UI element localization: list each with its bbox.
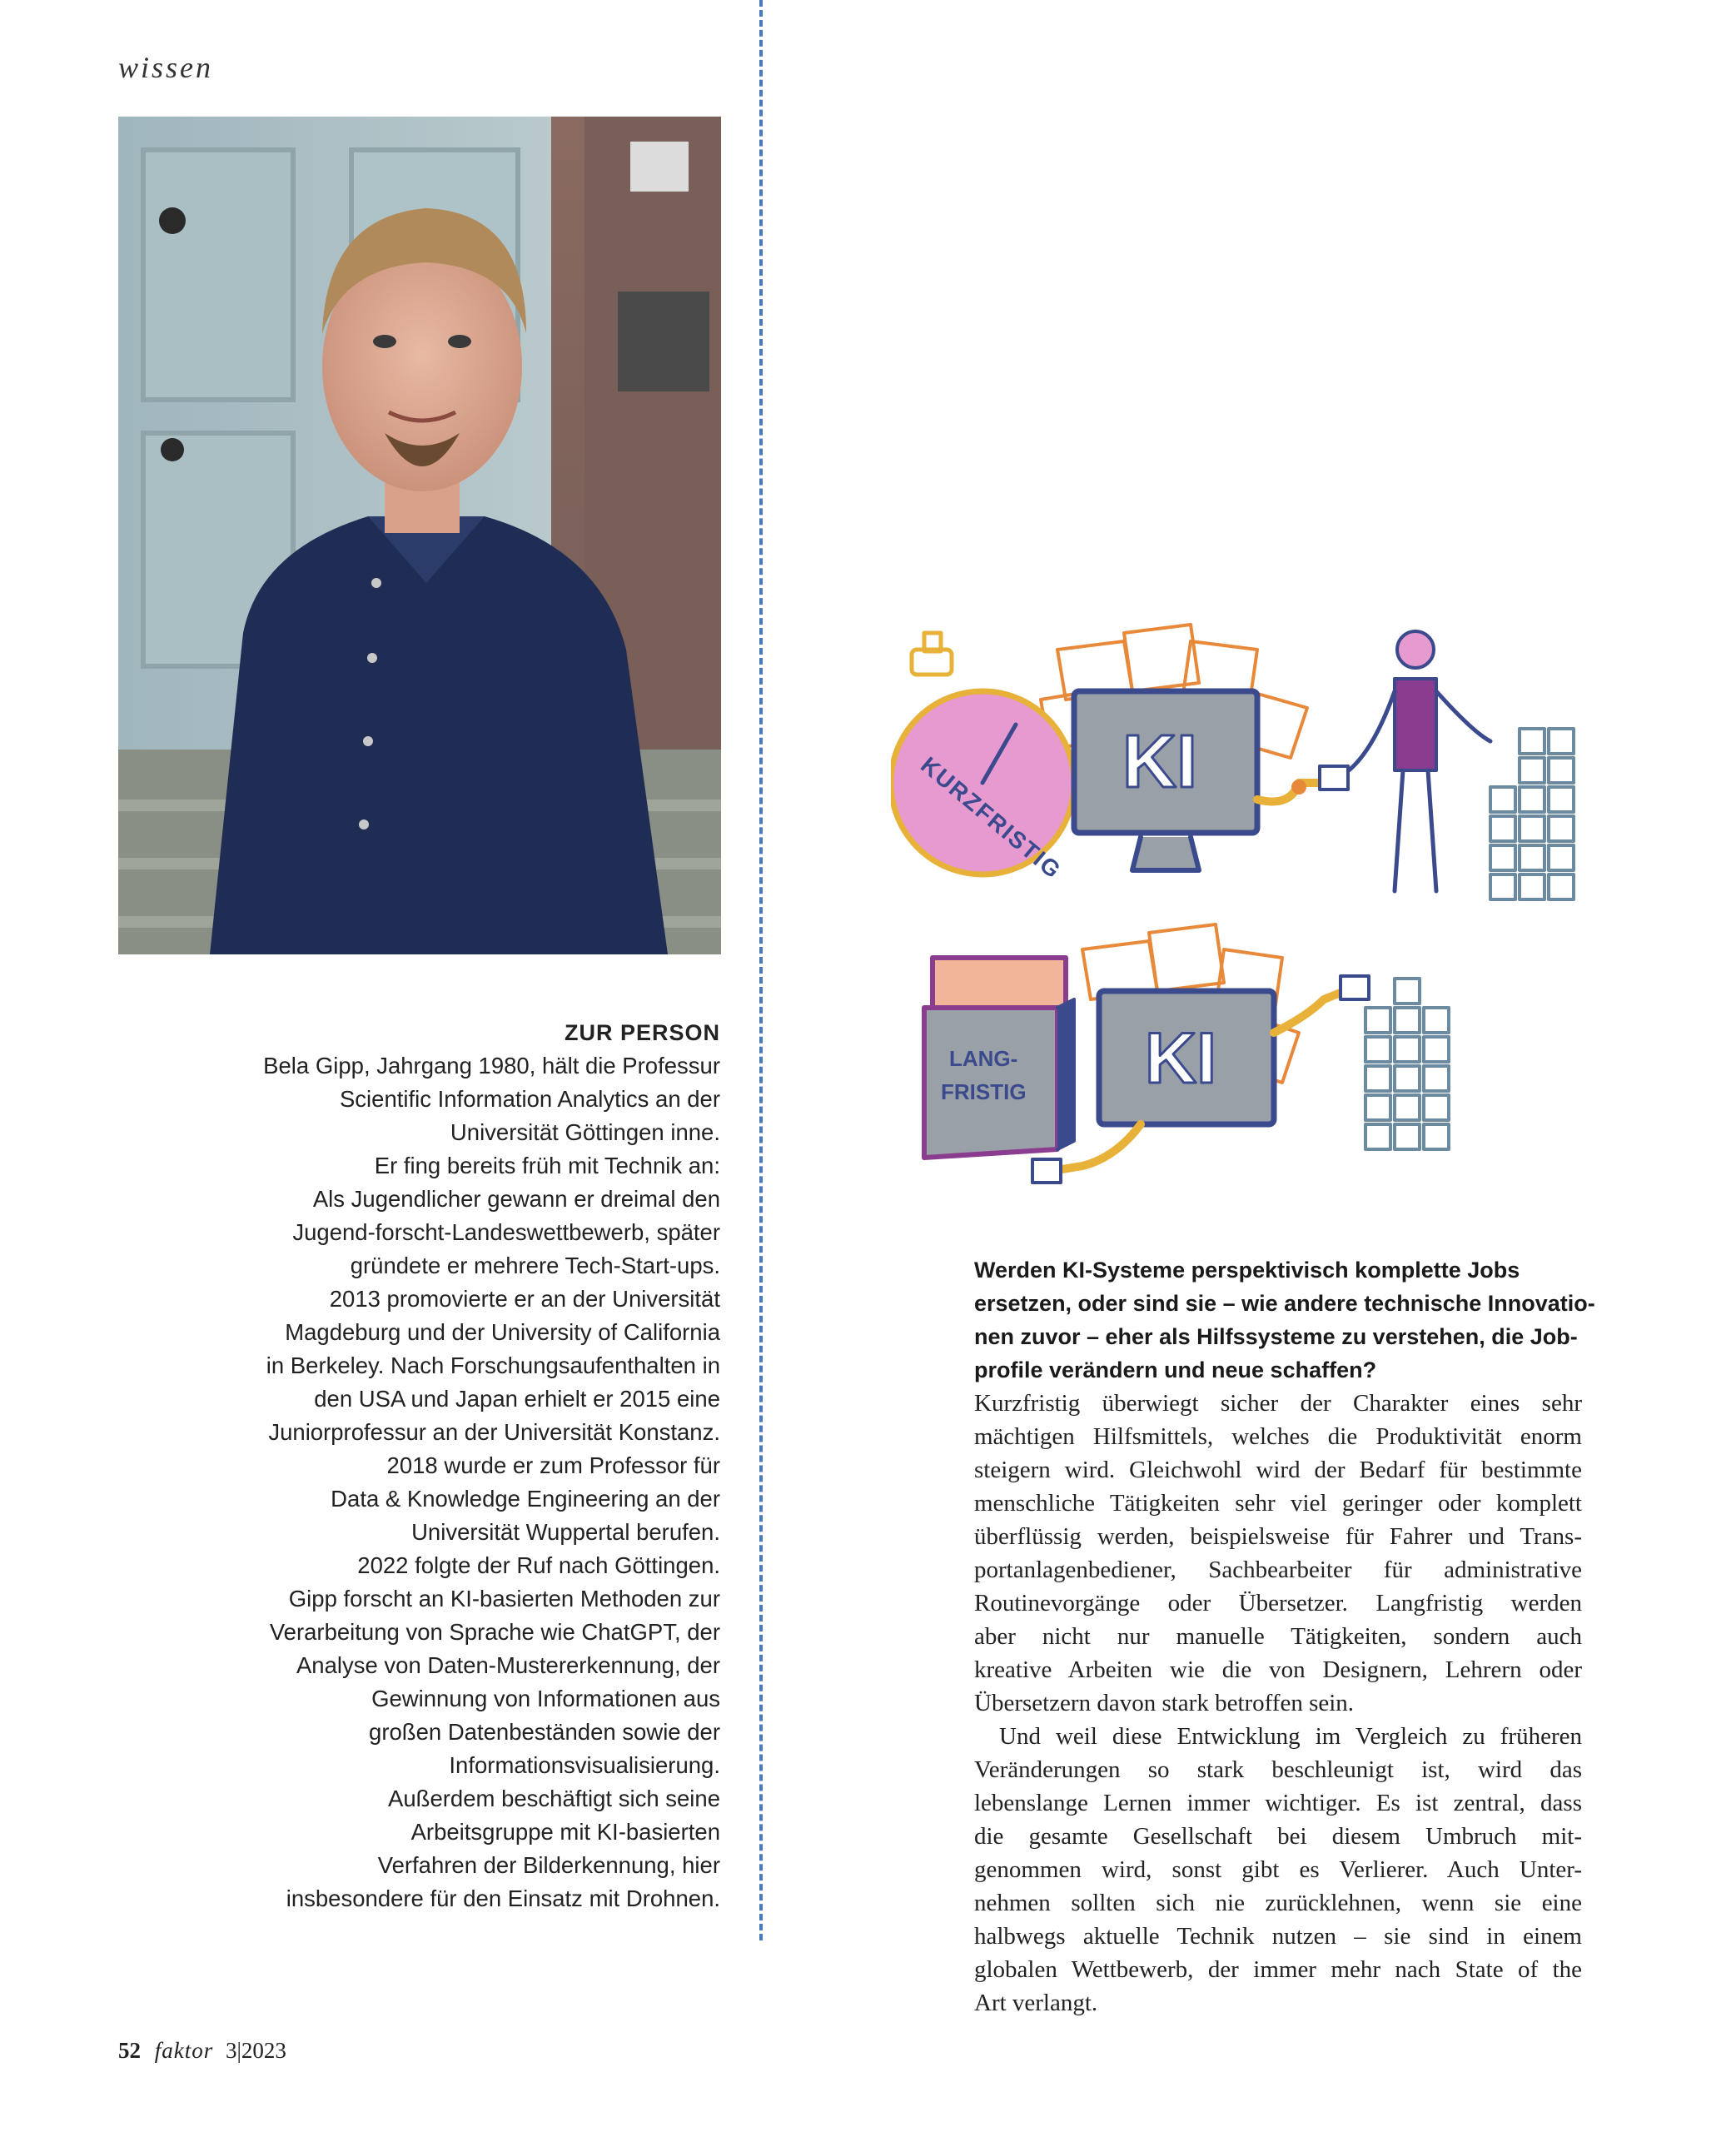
question-line: profile verändern und neue schaffen? (974, 1357, 1377, 1382)
answer-line: nehmen sollten sich nie zurücklehnen, wenn sie eine (974, 1890, 1582, 1916)
magazine-name: faktor (154, 2038, 214, 2063)
bio-line: Gewinnung von Informationen aus (371, 1686, 720, 1711)
answer-line: überflüssig werden, beispielsweise für Fahrer und Trans- (974, 1523, 1582, 1550)
ki-illustration (891, 616, 1599, 1199)
bio-line: 2022 folgte der Ruf nach Göttingen. (357, 1552, 720, 1578)
answer-line: Art verlangt. (974, 1990, 1098, 2016)
answer-line: portanlagenbediener, Sachbearbeiter für administrative (974, 1557, 1582, 1583)
bio-line: Außerdem beschäftigt sich seine (388, 1786, 720, 1811)
bio-line: Verarbeitung von Sprache wie ChatGPT, der (269, 1619, 720, 1645)
answer-line: halbwegs aktuelle Technik nutzen – sie sind in einem (974, 1923, 1582, 1950)
bio-line: den USA und Japan erhielt er 2015 eine (314, 1386, 720, 1412)
ki-illustration-drawing (891, 616, 1599, 1199)
answer-line: lebenslange Lernen immer wichtiger. Es ist zentral, dass (974, 1790, 1582, 1816)
bio-line: 2018 wurde er zum Professor für (386, 1452, 720, 1478)
ki-label-top: KI (1122, 720, 1197, 804)
question-line: ersetzen, oder sind sie – wie andere technische Innovatio- (974, 1291, 1595, 1316)
answer-line: mächtigen Hilfsmittels, welches die Produktivität enorm (974, 1423, 1582, 1450)
interview-question (974, 1253, 1595, 1387)
bio-line: gründete er mehrere Tech-Start-ups. (350, 1253, 720, 1278)
portrait-image (118, 117, 721, 954)
langfristig-label-1: LANG- (949, 1046, 1018, 1071)
ki-label-bottom: KI (1145, 1019, 1216, 1098)
langfristig-label-2: FRISTIG (941, 1079, 1027, 1104)
bio-sidebar (233, 1016, 720, 1915)
bio-line: Jugend-forscht-Landeswettbewerb, später (292, 1219, 720, 1245)
bio-line: insbesondere für den Einsatz mit Drohnen. (286, 1885, 720, 1911)
section-label: wissen (118, 51, 214, 84)
bio-line: in Berkeley. Nach Forschungsaufenthalten in (266, 1352, 720, 1378)
bio-line: Universität Wuppertal berufen. (411, 1519, 720, 1545)
kurzfristig-label: KURZFRISTIG (916, 751, 1067, 884)
bio-line: Er fing bereits früh mit Technik an: (374, 1153, 720, 1178)
answer-line: die gesamte Gesellschaft bei diesem Umbruch mit- (974, 1823, 1582, 1850)
bio-line: Scientific Information Analytics an der (339, 1086, 720, 1112)
bio-heading: ZUR PERSON (564, 1020, 720, 1045)
question-line: nen zuvor – eher als Hilfssysteme zu verstehen, die Job- (974, 1324, 1578, 1349)
answer-line: Übersetzern davon stark betroffen sein. (974, 1690, 1355, 1716)
bio-line: Juniorprofessur an der Universität Konstanz. (268, 1419, 720, 1445)
answer-line: kreative Arbeiten wie die von Designern, Lehrern oder (974, 1656, 1582, 1683)
issue-number: 3|2023 (226, 2038, 286, 2063)
bio-line: Universität Göttingen inne. (450, 1119, 720, 1145)
answer-line: menschliche Tätigkeiten sehr viel geringer oder komplett (974, 1490, 1582, 1517)
answer-line: Kurzfristig überwiegt sicher der Charakter eines sehr (974, 1390, 1582, 1417)
bio-line: Gipp forscht an KI-basierten Methoden zur (288, 1586, 720, 1611)
answer-line: Routinevorgänge oder Übersetzer. Langfristig werden (974, 1590, 1582, 1616)
column-divider (759, 0, 763, 1940)
page-number: 52 (118, 2038, 141, 2063)
bio-line: Informationsvisualisierung. (449, 1752, 720, 1778)
answer-line: genommen wird, sonst gibt es Verlierer. Auch Unter- (974, 1856, 1582, 1883)
bio-line: Arbeitsgruppe mit KI-basierten (410, 1819, 720, 1845)
bio-line: Verfahren der Bilderkennung, hier (377, 1852, 720, 1878)
portrait-photo (118, 117, 721, 954)
page-footer (118, 2038, 286, 2064)
bio-line: Bela Gipp, Jahrgang 1980, hält die Professur (263, 1053, 720, 1078)
bio-line: großen Datenbeständen sowie der (369, 1719, 720, 1745)
bio-line: Data & Knowledge Engineering an der (331, 1486, 720, 1512)
interview-answer (974, 1387, 1582, 2020)
answer-line: steigern wird. Gleichwohl wird der Bedarf für bestimmte (974, 1457, 1582, 1483)
bio-line: 2013 promovierte er an der Universität (329, 1286, 720, 1312)
answer-line: Und weil diese Entwicklung im Vergleich zu früheren (999, 1723, 1582, 1750)
answer-line: Veränderungen so stark beschleunigt ist, wird das (974, 1756, 1582, 1783)
answer-line: aber nicht nur manuelle Tätigkeiten, sondern auch (974, 1623, 1582, 1650)
answer-line: globalen Wettbewerb, der immer mehr nach State of the (974, 1956, 1582, 1983)
bio-line: Als Jugendlicher gewann er dreimal den (312, 1186, 720, 1212)
question-line: Werden KI-Systeme perspektivisch komplette Jobs (974, 1258, 1520, 1283)
bio-line: Magdeburg und der University of California (285, 1319, 720, 1345)
bio-line: Analyse von Daten-Mustererkennung, der (296, 1652, 720, 1678)
